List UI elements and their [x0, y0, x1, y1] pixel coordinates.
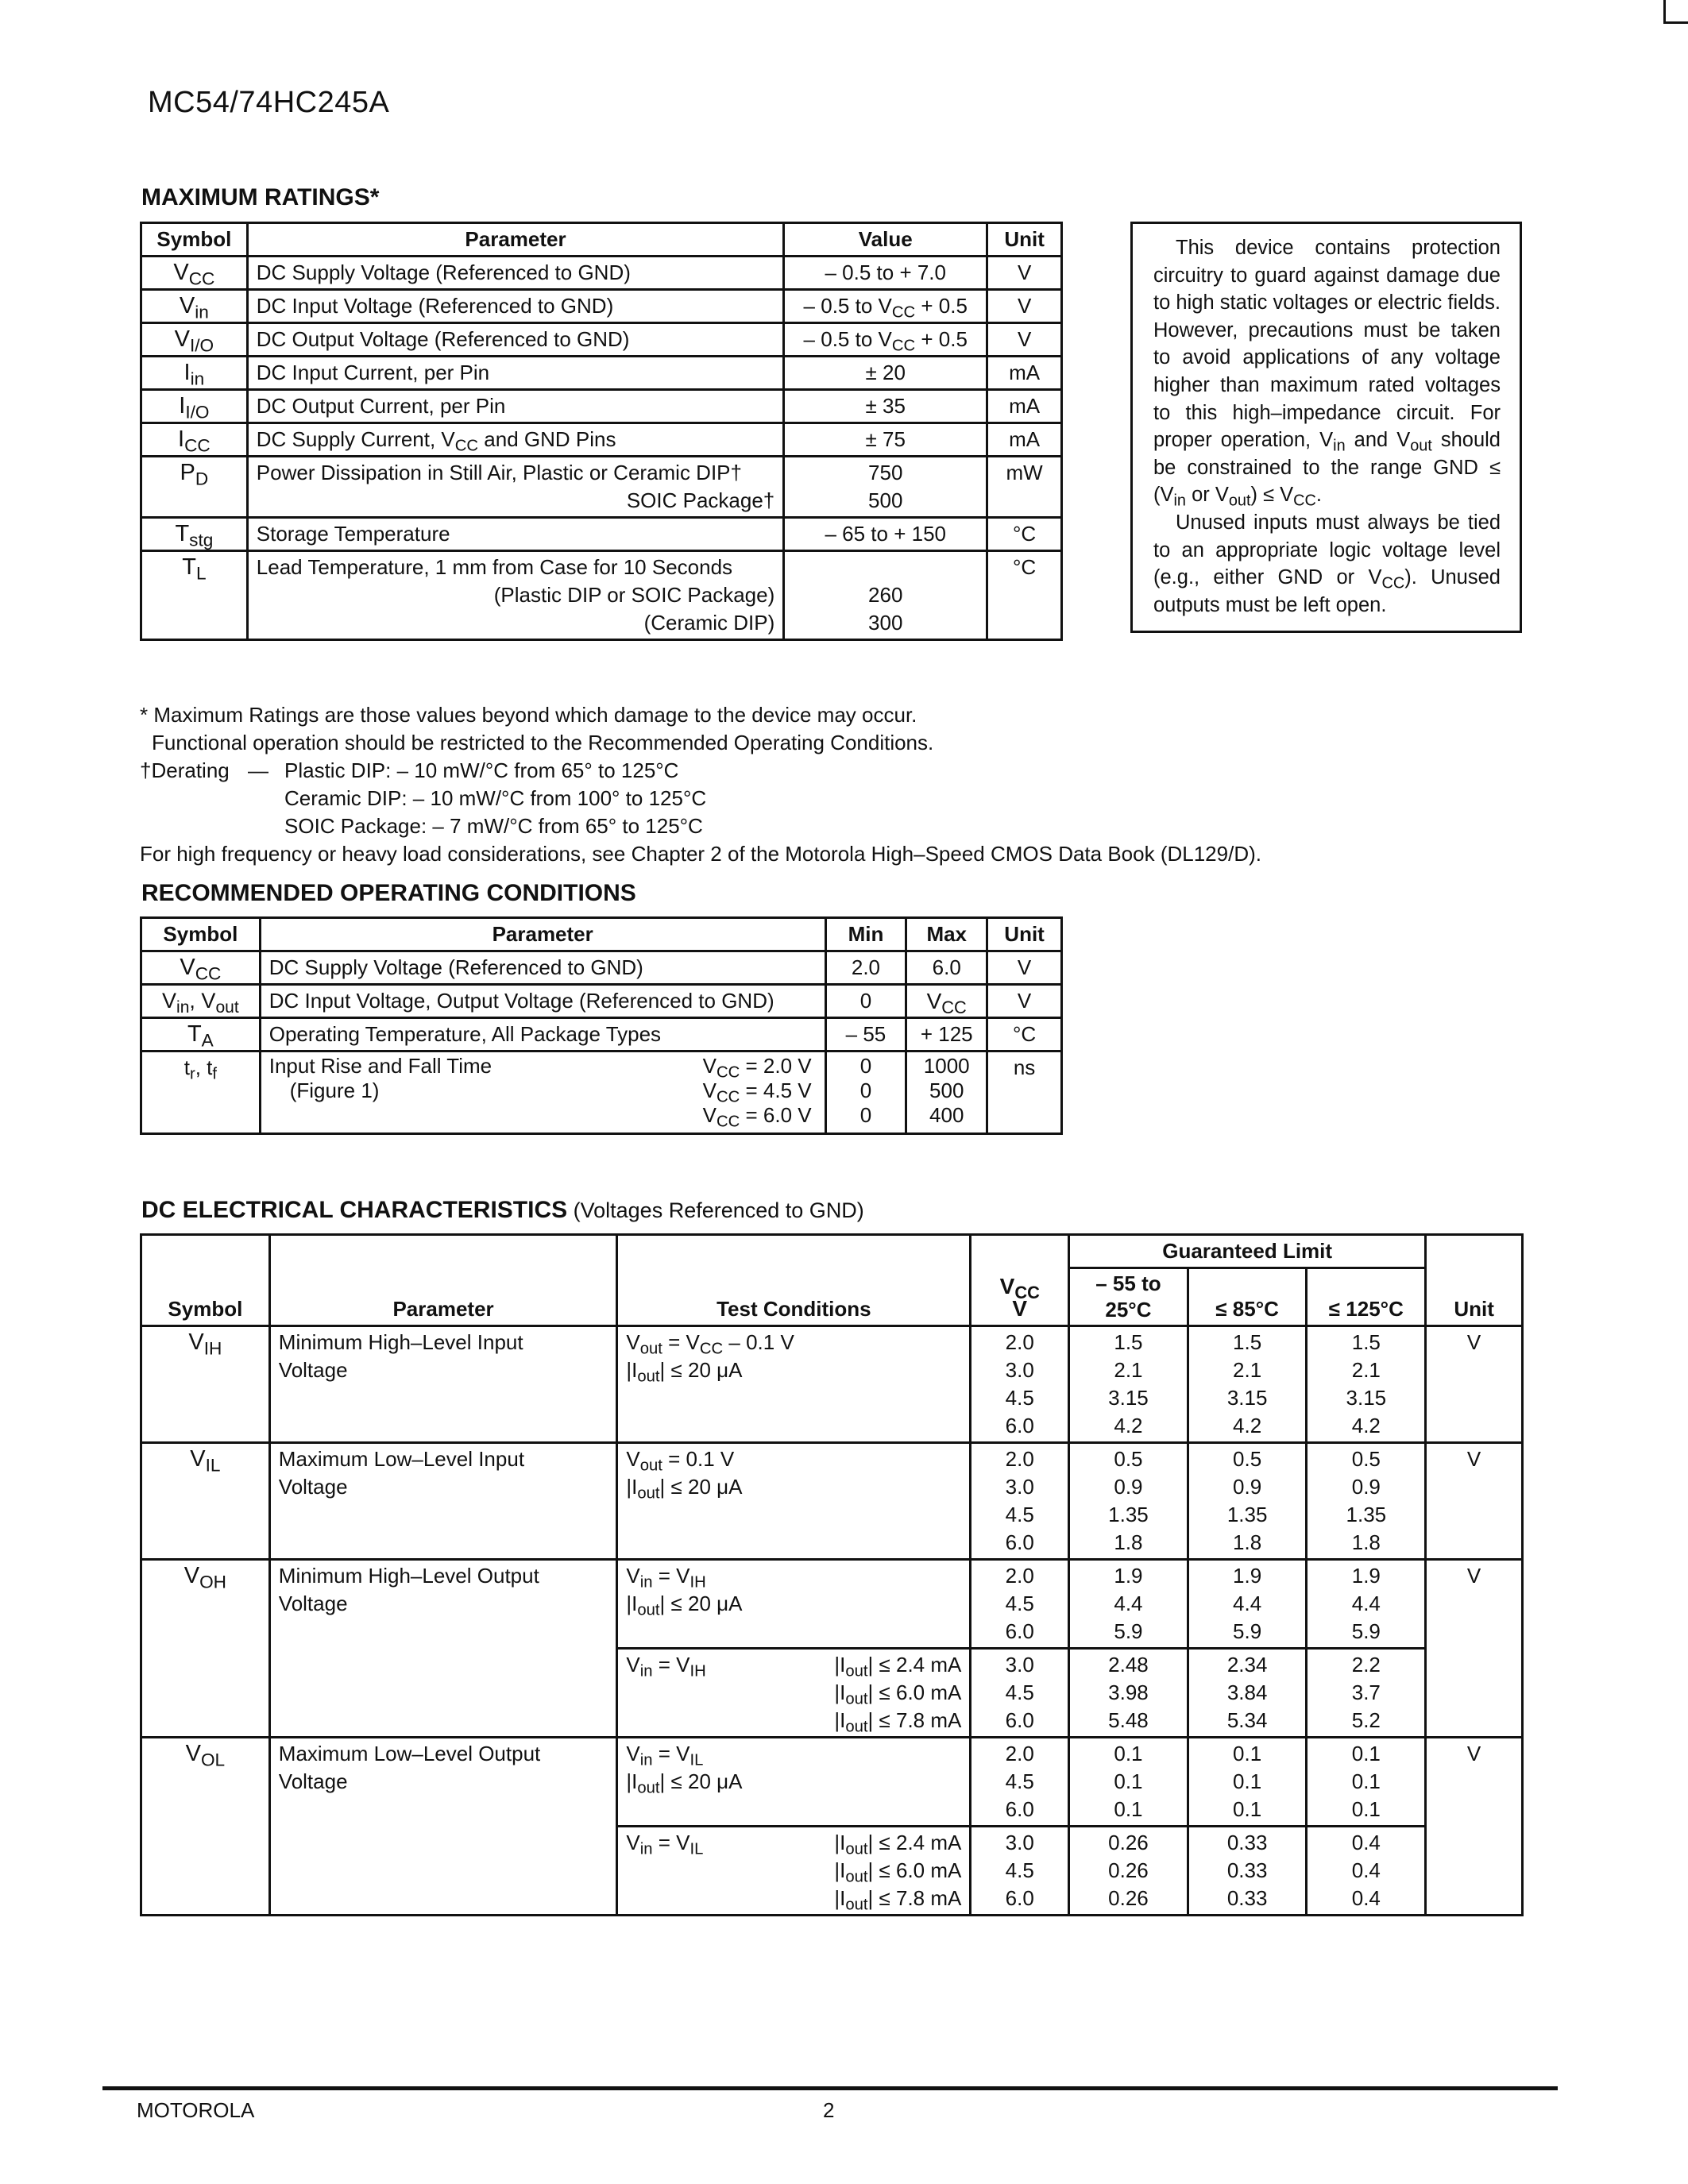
table-row — [141, 357, 1062, 390]
test-conditions-cell: $V_{in} = V_{IH}$ $|I_{out}| \le 2.4$ mA $|I_{out}| \le 6.0$ mA $|I_{out}| \le 7.8$ mA — [617, 1649, 971, 1738]
table-row — [141, 390, 1062, 423]
parameter-cell — [247, 551, 783, 640]
note-line: SOIC Package: – 7 mW/°C from 65° to 125°C — [284, 814, 703, 838]
limit-85-cell: 0.33 0.33 0.33 — [1188, 1827, 1307, 1916]
parameter-line: Input Rise and Fall Time — [268, 1054, 492, 1078]
recommended-operating-title: RECOMMENDED OPERATING CONDITIONS — [141, 880, 636, 906]
table-row — [141, 1560, 1523, 1649]
parameter-cell: Minimum High–Level Input Voltage — [269, 1326, 617, 1443]
protection-note-box — [1130, 222, 1522, 633]
condition-line: $V_{CC} = 4.5$ V — [702, 1078, 812, 1106]
unit-cell: ns — [987, 1051, 1062, 1134]
min-cell: – 55 — [825, 1018, 906, 1051]
column-header-temp-85: ≤ 85°C — [1188, 1268, 1307, 1326]
value-line: 260 — [868, 583, 903, 607]
column-header: Parameter — [260, 918, 825, 951]
max-cell: $V_{CC}$ — [906, 985, 987, 1018]
table-row — [141, 290, 1062, 323]
vcc-cell: 2.0 3.0 4.5 6.0 — [971, 1443, 1069, 1560]
limit-25-cell: 1.9 4.4 5.9 — [1069, 1560, 1188, 1649]
value-cell: – 0.5 to + 7.0 — [784, 257, 987, 290]
symbol-cell: $V_{I/O}$ — [141, 323, 248, 357]
symbol-cell: $T_A$ — [141, 1018, 261, 1051]
vcc-cell: 2.0 4.5 6.0 — [971, 1738, 1069, 1827]
parameter-line: (Figure 1) — [289, 1078, 380, 1102]
parameter-line: Power Dissipation in Still Air, Plastic or Ceramic DIP† — [256, 461, 742, 484]
symbol-cell: $T_L$ — [141, 551, 248, 640]
parameter-line: (Plastic DIP or SOIC Package) — [493, 583, 775, 607]
max-ratings-table — [140, 222, 1063, 641]
limit-25-cell: 2.48 3.98 5.48 — [1069, 1649, 1188, 1738]
symbol-cell: $V_{OL}$ — [141, 1738, 270, 1916]
vcc-cell: 2.0 4.5 6.0 — [971, 1560, 1069, 1649]
parameter-line: Lead Temperature, 1 mm from Case for 10 Seconds — [256, 555, 733, 579]
parameter-line: SOIC Package† — [626, 488, 775, 512]
unit-cell: V — [987, 951, 1062, 985]
symbol-cell: $V_{in}$, $V_{out}$ — [141, 985, 261, 1018]
note-line: Functional operation should be restricted to the Recommended Operating Conditions. — [152, 731, 934, 754]
table-row — [141, 1738, 1523, 1827]
unit-cell: V — [987, 290, 1062, 323]
unit-cell: mW — [987, 457, 1062, 518]
limit-85-cell: 0.1 0.1 0.1 — [1188, 1738, 1307, 1827]
parameter-cell: Minimum High–Level Output Voltage — [269, 1560, 617, 1738]
page-number: 2 — [823, 2098, 835, 2122]
max-cell: 6.0 — [906, 951, 987, 985]
min-line: 0 — [859, 1103, 872, 1127]
table-row — [141, 323, 1062, 357]
symbol-cell: $V_{in}$ — [141, 290, 248, 323]
column-header-guaranteed-limit: Guaranteed Limit — [1069, 1235, 1426, 1268]
column-header: Symbol — [141, 1235, 270, 1326]
min-line: 0 — [859, 1078, 872, 1102]
column-header: Symbol — [141, 918, 261, 951]
test-conditions-cell: $V_{out} = 0.1$ V $|I_{out}| \le 20$ μA — [617, 1443, 971, 1560]
condition-line: $V_{CC} = 6.0$ V — [702, 1103, 812, 1131]
derating-line: †Derating — Plastic DIP: – 10 mW/°C from 65° to 125°C — [140, 758, 679, 782]
table-row — [141, 551, 1062, 640]
table-row — [141, 457, 1062, 518]
limit-85-cell: 2.34 3.84 5.34 — [1188, 1649, 1307, 1738]
parameter-cell: Maximum Low–Level Output Voltage — [269, 1738, 617, 1916]
column-header: Parameter — [269, 1235, 617, 1326]
limit-125-cell: 1.5 2.1 3.15 4.2 — [1307, 1326, 1426, 1443]
dc-characteristics-title: DC ELECTRICAL CHARACTERISTICS (Voltages Referenced to GND) — [141, 1197, 864, 1223]
min-cell: 0 — [825, 985, 906, 1018]
unit-cell: V — [987, 985, 1062, 1018]
value-cell — [784, 551, 987, 640]
value-line: 750 — [868, 461, 903, 484]
table-header-row — [141, 918, 1062, 951]
limit-25-cell: 1.5 2.1 3.15 4.2 — [1069, 1326, 1188, 1443]
note-line: * Maximum Ratings are those values beyond which damage to the device may occur. — [140, 703, 917, 727]
value-cell: ± 75 — [784, 423, 987, 457]
value-cell: – 65 to + 150 — [784, 518, 987, 551]
table-row — [141, 1051, 1062, 1134]
note-line: Ceramic DIP: – 10 mW/°C from 100° to 125°C — [284, 786, 707, 810]
value-cell: ± 20 — [784, 357, 987, 390]
corner-crop-mark — [1663, 0, 1688, 24]
value-cell: – 0.5 to $V_{CC} + 0.5$ — [784, 323, 987, 357]
limit-85-cell: 0.5 0.9 1.35 1.8 — [1188, 1443, 1307, 1560]
min-cell: 2.0 — [825, 951, 906, 985]
limit-125-cell: 1.9 4.4 5.9 — [1307, 1560, 1426, 1649]
limit-125-cell: 0.5 0.9 1.35 1.8 — [1307, 1443, 1426, 1560]
value-line: 300 — [868, 611, 903, 635]
limit-125-cell: 2.2 3.7 5.2 — [1307, 1649, 1426, 1738]
footer-rule — [102, 2086, 1558, 2090]
column-header-vcc: $V_{CC}$ V — [971, 1235, 1069, 1326]
protection-note-paragraph: This device contains protection circuitry to guard against damage due to high static voltages or electric fields. However, precautions must be taken to avoid applications of any voltage higher than maximum rated voltages to this high–impedance circuit. For proper operation, $V_{in}$ and $V_{out}$ should be constrained to the range GND ≤ ($V_{in}$ or $V_{out}) \le V_{CC}$. — [1153, 237, 1501, 510]
parameter-cell: Operating Temperature, All Package Types — [260, 1018, 825, 1051]
parameter-cell: DC Input Current, per Pin — [247, 357, 783, 390]
parameter-cell: Maximum Low–Level Input Voltage — [269, 1443, 617, 1560]
parameter-cell: DC Input Voltage, Output Voltage (Referenced to GND) — [260, 985, 825, 1018]
unit-cell: °C — [987, 551, 1062, 640]
limit-25-cell: 0.5 0.9 1.35 1.8 — [1069, 1443, 1188, 1560]
limit-125-cell: 0.1 0.1 0.1 — [1307, 1738, 1426, 1827]
table-header-row — [141, 1235, 1523, 1268]
table-row — [141, 1443, 1523, 1560]
max-line: 400 — [929, 1103, 964, 1127]
condition-line: $V_{CC} = 2.0$ V — [702, 1054, 812, 1082]
parameter-cell: DC Supply Voltage (Referenced to GND) — [247, 257, 783, 290]
parameter-cell — [247, 457, 783, 518]
unit-cell: V — [987, 323, 1062, 357]
test-conditions-cell: $V_{in} = V_{IH}$ $|I_{out}| \le 20$ μA — [617, 1560, 971, 1649]
column-header: Unit — [1426, 1235, 1523, 1326]
table-row — [141, 257, 1062, 290]
parameter-cell: DC Supply Current, $V_{CC}$ and GND Pins — [247, 423, 783, 457]
dc-characteristics-table — [140, 1233, 1524, 1916]
parameter-cell — [260, 1051, 825, 1134]
value-cell — [784, 457, 987, 518]
parameter-cell: DC Supply Voltage (Referenced to GND) — [260, 951, 825, 985]
symbol-cell: $T_{stg}$ — [141, 518, 248, 551]
table-row — [141, 985, 1062, 1018]
unit-cell: V — [1426, 1560, 1523, 1738]
max-cell: + 125 — [906, 1018, 987, 1051]
column-header: Test Conditions — [617, 1235, 971, 1326]
column-header: Min — [825, 918, 906, 951]
symbol-cell: $I_{in}$ — [141, 357, 248, 390]
page-title: MC54/74HC245A — [148, 86, 390, 119]
unit-cell: V — [1426, 1738, 1523, 1916]
symbol-cell: $V_{IH}$ — [141, 1326, 270, 1443]
vcc-cell: 3.0 4.5 6.0 — [971, 1649, 1069, 1738]
max-line: 500 — [929, 1078, 964, 1102]
unit-cell: V — [1426, 1443, 1523, 1560]
limit-25-cell: 0.26 0.26 0.26 — [1069, 1827, 1188, 1916]
parameter-line: (Ceramic DIP) — [643, 611, 775, 635]
protection-note-paragraph: Unused inputs must always be tied to an appropriate logic voltage level (e.g., either GND or $V_{CC}$). Unused outputs must be left open. — [1153, 511, 1501, 616]
min-line: 0 — [859, 1054, 872, 1078]
parameter-cell: DC Input Voltage (Referenced to GND) — [247, 290, 783, 323]
table-row — [141, 423, 1062, 457]
unit-cell: °C — [987, 1018, 1062, 1051]
limit-85-cell: 1.5 2.1 3.15 4.2 — [1188, 1326, 1307, 1443]
unit-cell: °C — [987, 518, 1062, 551]
column-header: Parameter — [247, 223, 783, 257]
symbol-cell: $P_D$ — [141, 457, 248, 518]
column-header: Max — [906, 918, 987, 951]
column-header-temp-25: – 55 to 25°C — [1069, 1268, 1188, 1326]
max-line: 1000 — [923, 1054, 970, 1078]
max-cell — [906, 1051, 987, 1134]
parameter-cell: Storage Temperature — [247, 518, 783, 551]
limit-125-cell: 0.4 0.4 0.4 — [1307, 1827, 1426, 1916]
symbol-cell: $V_{OH}$ — [141, 1560, 270, 1738]
test-conditions-cell: $V_{out} = V_{CC} - 0.1$ V $|I_{out}| \le 20$ μA — [617, 1326, 971, 1443]
symbol-cell: $t_r$, $t_f$ — [141, 1051, 261, 1134]
unit-cell: V — [987, 257, 1062, 290]
recommended-operating-table — [140, 916, 1063, 1135]
vcc-cell: 3.0 4.5 6.0 — [971, 1827, 1069, 1916]
vcc-cell: 2.0 3.0 4.5 6.0 — [971, 1326, 1069, 1443]
limit-85-cell: 1.9 4.4 5.9 — [1188, 1560, 1307, 1649]
table-row — [141, 1018, 1062, 1051]
value-cell: ± 35 — [784, 390, 987, 423]
symbol-cell: $V_{CC}$ — [141, 951, 261, 985]
parameter-cell: DC Output Voltage (Referenced to GND) — [247, 323, 783, 357]
symbol-cell: $I_{CC}$ — [141, 423, 248, 457]
unit-cell: mA — [987, 390, 1062, 423]
unit-cell: mA — [987, 357, 1062, 390]
value-line: 500 — [868, 488, 903, 512]
max-ratings-notes — [140, 701, 1586, 868]
note-line: For high frequency or heavy load considerations, see Chapter 2 of the Motorola High–Speed CMOS Data Book (DL129/D). — [140, 842, 1261, 866]
unit-cell: mA — [987, 423, 1062, 457]
column-header: Symbol — [141, 223, 248, 257]
max-ratings-title: MAXIMUM RATINGS* — [141, 184, 380, 210]
min-cell — [825, 1051, 906, 1134]
test-conditions-cell: $V_{in} = V_{IL}$ $|I_{out}| \le 2.4$ mA $|I_{out}| \le 6.0$ mA $|I_{out}| \le 7.8$ mA — [617, 1827, 971, 1916]
table-row — [141, 951, 1062, 985]
table-row — [141, 1326, 1523, 1443]
symbol-cell: $V_{CC}$ — [141, 257, 248, 290]
table-header-row — [141, 223, 1062, 257]
column-header: Unit — [987, 918, 1062, 951]
test-conditions-cell: $V_{in} = V_{IL}$ $|I_{out}| \le 20$ μA — [617, 1738, 971, 1827]
limit-25-cell: 0.1 0.1 0.1 — [1069, 1738, 1188, 1827]
column-header: Value — [784, 223, 987, 257]
unit-cell: V — [1426, 1326, 1523, 1443]
footer-brand: MOTOROLA — [137, 2098, 255, 2122]
symbol-cell: $I_{I/O}$ — [141, 390, 248, 423]
value-cell: – 0.5 to $V_{CC} + 0.5$ — [784, 290, 987, 323]
symbol-cell: $V_{IL}$ — [141, 1443, 270, 1560]
parameter-cell: DC Output Current, per Pin — [247, 390, 783, 423]
column-header: Unit — [987, 223, 1062, 257]
column-header-temp-125: ≤ 125°C — [1307, 1268, 1426, 1326]
table-row — [141, 518, 1062, 551]
